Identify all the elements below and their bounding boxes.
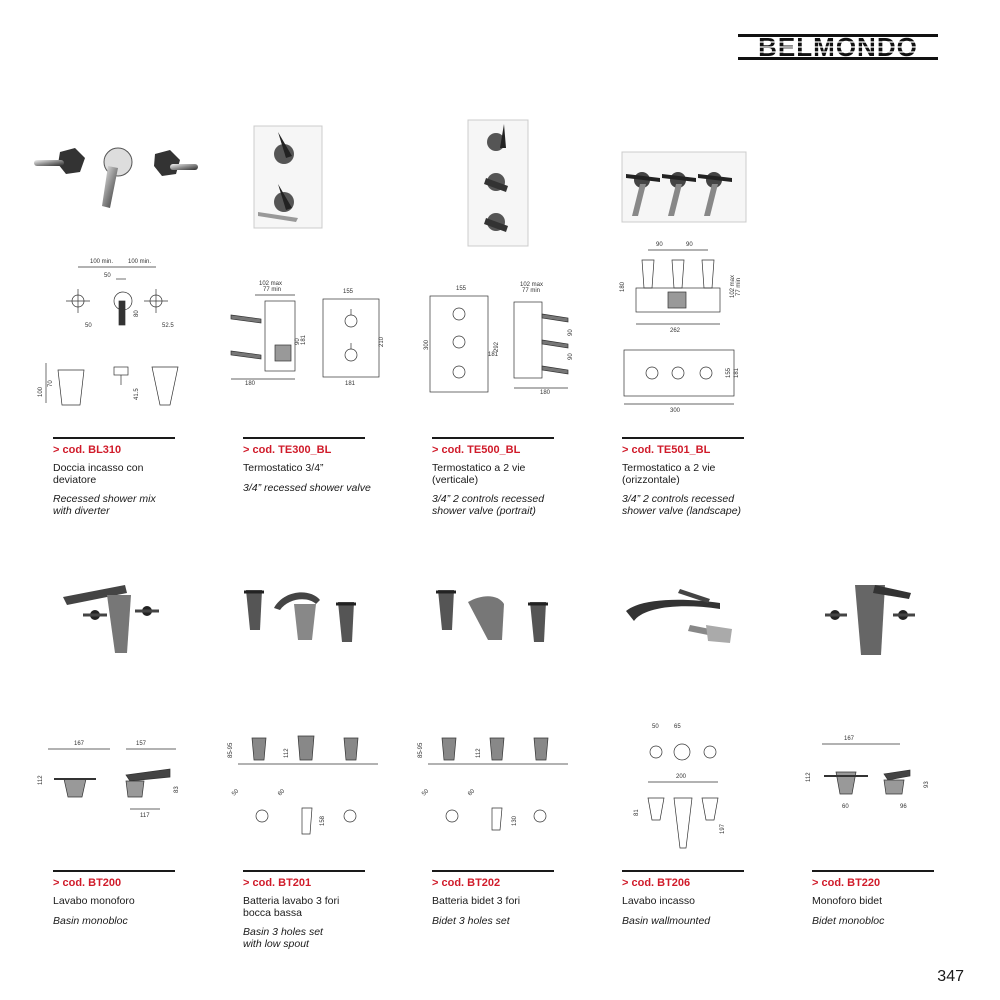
divider xyxy=(622,437,744,439)
svg-text:77 min: 77 min xyxy=(736,277,742,296)
bt220-photo xyxy=(815,575,925,660)
svg-text:102 max: 102 max xyxy=(730,274,736,298)
product-name-en: Bidet 3 holes set xyxy=(432,914,510,927)
brand-logo xyxy=(738,30,938,64)
svg-text:65: 65 xyxy=(674,724,681,730)
product-name-it: Monoforo bidet xyxy=(812,895,883,907)
svg-text:90: 90 xyxy=(568,353,574,360)
product-name-it: Termostatico 3/4” xyxy=(243,462,324,474)
svg-text:102 max: 102 max xyxy=(259,281,283,287)
svg-text:50: 50 xyxy=(421,788,431,798)
svg-text:130: 130 xyxy=(512,815,518,826)
product-name-en: Recessed shower mix with diverter xyxy=(53,493,156,517)
svg-text:77 min: 77 min xyxy=(522,288,541,294)
svg-text:60: 60 xyxy=(277,788,287,798)
product-te300 xyxy=(243,437,418,494)
bt220-drawing xyxy=(800,732,940,812)
product-code: > cod. BT201 xyxy=(243,877,312,889)
svg-text:112: 112 xyxy=(284,748,290,758)
svg-text:155: 155 xyxy=(726,367,732,378)
svg-text:112: 112 xyxy=(806,772,812,782)
svg-text:210: 210 xyxy=(379,336,385,347)
svg-text:60: 60 xyxy=(842,804,849,810)
svg-text:81: 81 xyxy=(634,809,640,816)
bl310-photo xyxy=(30,140,200,220)
bt201-drawing xyxy=(222,730,382,840)
svg-text:83: 83 xyxy=(174,786,180,793)
logo-text: BELMONDO xyxy=(758,32,918,62)
svg-text:85-95: 85-95 xyxy=(418,742,424,758)
te501-photo xyxy=(620,148,748,230)
product-name-it: Termostatico a 2 vie (orizzontale) xyxy=(622,462,716,486)
product-name-en: Bidet monobloc xyxy=(812,914,885,927)
te501-drawing xyxy=(612,238,752,418)
product-bl310 xyxy=(53,437,228,517)
svg-text:80: 80 xyxy=(134,310,140,317)
te300-photo xyxy=(248,122,328,232)
bt200-drawing xyxy=(30,735,190,825)
divider xyxy=(812,870,934,872)
svg-text:50: 50 xyxy=(104,273,111,279)
divider xyxy=(432,437,554,439)
svg-text:181: 181 xyxy=(301,334,307,345)
bt206-drawing xyxy=(612,720,752,850)
svg-text:50: 50 xyxy=(231,788,241,798)
svg-text:90: 90 xyxy=(686,242,693,248)
svg-text:117: 117 xyxy=(140,813,150,819)
svg-text:262: 262 xyxy=(670,328,681,334)
product-name-en: Basin wallmounted xyxy=(622,914,711,927)
svg-text:181: 181 xyxy=(734,367,740,378)
divider xyxy=(243,870,365,872)
svg-text:200: 200 xyxy=(676,774,687,780)
svg-text:41.5: 41.5 xyxy=(134,388,140,400)
divider xyxy=(53,870,175,872)
product-name-it: Batteria bidet 3 fori xyxy=(432,895,521,907)
svg-text:77 min: 77 min xyxy=(263,287,282,293)
product-bt206 xyxy=(622,870,797,927)
product-code: > cod. BT206 xyxy=(622,877,691,889)
bt202-photo xyxy=(432,580,557,650)
svg-text:102 max: 102 max xyxy=(520,282,544,288)
svg-text:155: 155 xyxy=(456,286,467,292)
svg-text:157: 157 xyxy=(136,741,147,747)
product-name-it: Termostatico a 2 vie (verticale) xyxy=(432,462,526,486)
divider xyxy=(622,870,744,872)
svg-text:90: 90 xyxy=(295,338,301,345)
te500-photo xyxy=(460,118,535,248)
bt201-photo xyxy=(240,580,365,650)
svg-text:167: 167 xyxy=(74,741,85,747)
product-bt201 xyxy=(243,870,418,950)
product-code: > cod. BL310 xyxy=(53,444,122,456)
svg-text:300: 300 xyxy=(670,408,681,414)
product-code: > cod. TE300_BL xyxy=(243,444,332,456)
te300-drawing xyxy=(225,275,395,390)
product-name-en: 3/4” recessed shower valve xyxy=(243,481,371,494)
svg-text:155: 155 xyxy=(343,289,354,295)
svg-text:52.5: 52.5 xyxy=(162,323,174,329)
svg-text:181: 181 xyxy=(345,381,356,387)
product-code: > cod. TE500_BL xyxy=(432,444,521,456)
svg-text:100 min.: 100 min. xyxy=(90,259,114,265)
svg-text:180: 180 xyxy=(620,281,626,292)
product-name-en: Basin 3 holes set with low spout xyxy=(243,926,323,950)
svg-text:180: 180 xyxy=(540,390,551,396)
svg-text:112: 112 xyxy=(38,775,44,785)
bt206-photo xyxy=(620,585,745,655)
page-number: 347 xyxy=(937,968,964,985)
svg-text:197: 197 xyxy=(720,823,726,834)
svg-text:100 min.: 100 min. xyxy=(128,259,152,265)
divider xyxy=(53,437,175,439)
product-name-it: Batteria lavabo 3 fori bocca bassa xyxy=(243,895,340,919)
svg-text:180: 180 xyxy=(245,381,256,387)
svg-text:96: 96 xyxy=(900,804,907,810)
product-name-en: Basin monobloc xyxy=(53,914,128,927)
bt202-drawing xyxy=(412,730,572,840)
svg-text:181: 181 xyxy=(488,352,499,358)
divider xyxy=(432,870,554,872)
product-name-en: 3/4” 2 controls recessed shower valve (landscape) xyxy=(622,493,742,517)
svg-text:100: 100 xyxy=(38,386,44,397)
product-code: > cod. TE501_BL xyxy=(622,444,711,456)
svg-text:50: 50 xyxy=(85,323,92,329)
svg-text:70: 70 xyxy=(48,380,54,387)
divider xyxy=(243,437,365,439)
te500-drawing xyxy=(422,280,582,400)
product-code: > cod. BT200 xyxy=(53,877,122,889)
svg-text:90: 90 xyxy=(568,329,574,336)
svg-text:158: 158 xyxy=(320,815,326,826)
svg-text:292: 292 xyxy=(494,341,500,352)
product-te501 xyxy=(622,437,797,517)
svg-text:167: 167 xyxy=(844,736,855,742)
svg-text:60: 60 xyxy=(467,788,477,798)
bl310-drawing xyxy=(30,255,195,415)
product-name-it: Lavabo monoforo xyxy=(53,895,135,907)
product-bt202 xyxy=(432,870,607,927)
bt200-photo xyxy=(55,575,175,660)
product-bt220 xyxy=(812,870,987,927)
product-te500 xyxy=(432,437,607,517)
svg-text:85-95: 85-95 xyxy=(228,742,234,758)
product-name-it: Doccia incasso con deviatore xyxy=(53,462,144,486)
product-code: > cod. BT202 xyxy=(432,877,501,889)
svg-text:93: 93 xyxy=(924,781,930,788)
product-code: > cod. BT220 xyxy=(812,877,881,889)
product-name-it: Lavabo incasso xyxy=(622,895,695,907)
svg-text:300: 300 xyxy=(424,339,430,350)
svg-text:50: 50 xyxy=(652,724,659,730)
product-bt200 xyxy=(53,870,228,927)
product-name-en: 3/4” 2 controls recessed shower valve (portrait) xyxy=(432,493,545,517)
svg-text:90: 90 xyxy=(656,242,663,248)
svg-text:112: 112 xyxy=(476,748,482,758)
